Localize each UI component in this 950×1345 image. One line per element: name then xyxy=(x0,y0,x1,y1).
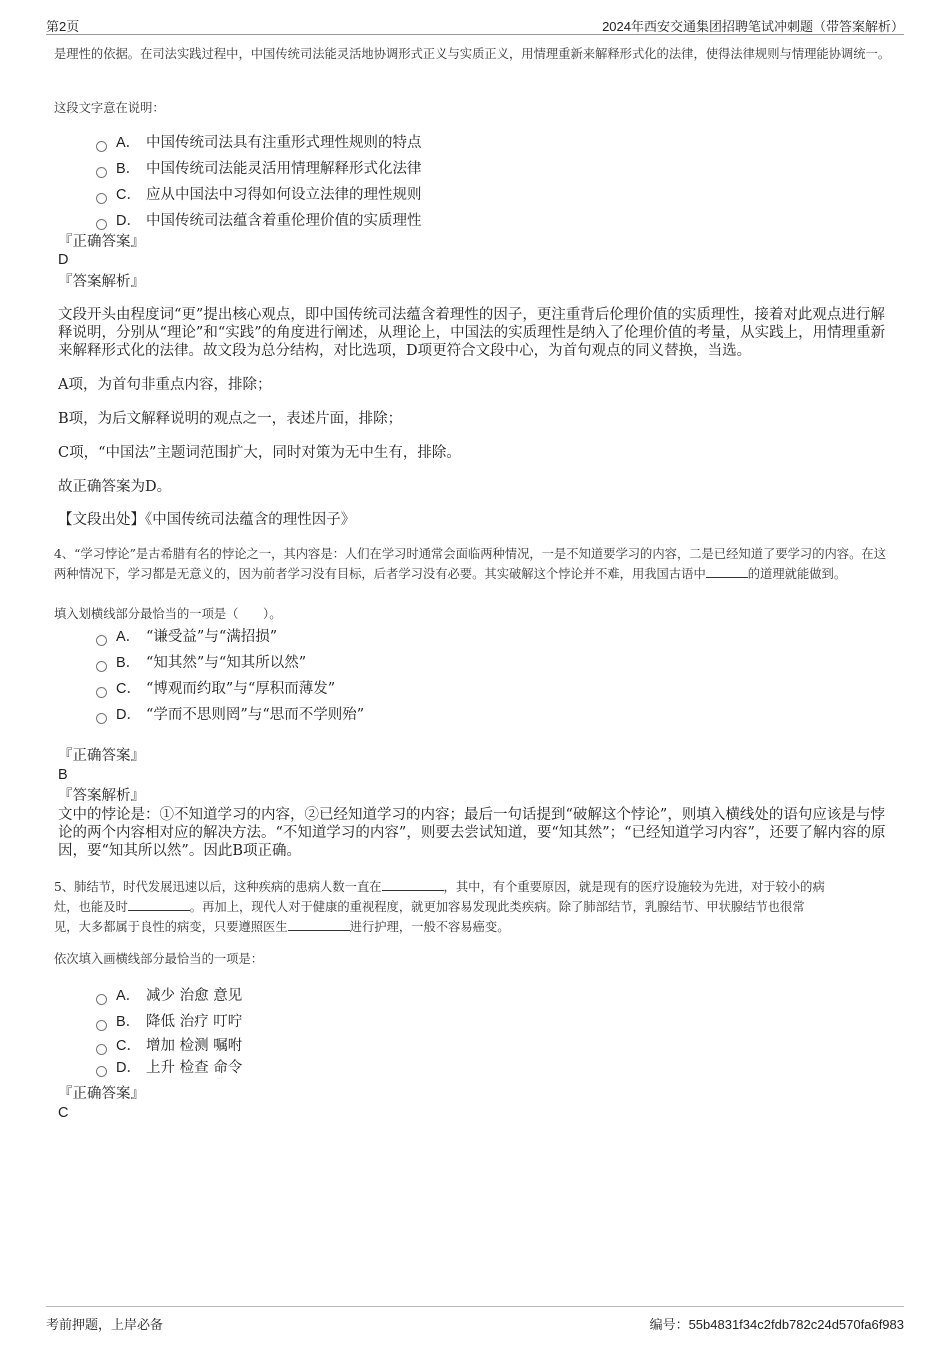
q4-answer-label: 『正确答案』 xyxy=(58,748,145,764)
q3-analysis-label: 『答案解析』 xyxy=(58,274,145,290)
q5-option-d[interactable]: D． 上升 检查 命令 xyxy=(96,1057,242,1079)
document-title: 2024年西安交通集团招聘笔试冲刺题（带答案解析） xyxy=(602,19,904,34)
q3-answer-label: 『正确答案』 xyxy=(58,234,145,250)
q4-option-a[interactable]: A． “谦受益”与“满招损” xyxy=(96,624,364,650)
fill-blank xyxy=(706,565,748,578)
q3-option-c-analysis: C项，“中国法”主题词范围扩大，同时对策为无中生有，排除。 xyxy=(58,445,461,461)
page-header xyxy=(46,12,904,35)
q5-answer: C xyxy=(58,1105,69,1121)
radio-icon[interactable] xyxy=(96,1044,107,1055)
radio-icon[interactable] xyxy=(96,141,107,152)
q3-option-a-analysis: A项，为首句非重点内容，排除； xyxy=(58,377,272,393)
q4-stem: 4、“学习悖论”是古希腊有名的悖论之一，其内容是：人们在学习时通常会面临两种情况，一是不知道要学习的内容，二是已经知道了要学习的内容。在这两种情况下，学习都是无意义的，因为前者学习没有目标，后者学习没有必要。其实破解这个悖论并不难，用我国古语中 的道理就能做到。 xyxy=(54,547,886,581)
radio-icon[interactable] xyxy=(96,994,107,1005)
q4-options xyxy=(96,624,364,728)
q4-option-b[interactable]: B． “知其然”与“知其所以然” xyxy=(96,650,364,676)
q5-prompt: 依次填入画横线部分最恰当的一项是： xyxy=(54,952,264,966)
q4-prompt: 填入划横线部分最恰当的一项是（ ）。 xyxy=(54,607,282,621)
q3-option-c[interactable]: C． 应从中国法中习得如何设立法律的理性规则 xyxy=(96,182,422,208)
radio-icon[interactable] xyxy=(96,661,107,672)
q5-option-a[interactable]: A． 减少 治愈 意见 xyxy=(96,983,242,1009)
radio-icon[interactable] xyxy=(96,1020,107,1031)
q3-answer: D xyxy=(58,252,69,268)
q5-options xyxy=(96,983,242,1079)
fill-blank xyxy=(382,878,444,891)
q5-stem-line-1: 5、肺结节，时代发展迅速以后，这种疾病的患病人数一直在 ，其中，有个重要原因，就是现有的医疗设施较为先进，对于较小的病 xyxy=(54,880,825,894)
q5-stem-line-2: 灶，也能及时 。再加上，现代人对于健康的重视程度，就更加容易发现此类疾病。除了肺部结节，乳腺结节、甲状腺结节也很常 xyxy=(54,900,805,914)
q5-answer-label: 『正确答案』 xyxy=(58,1086,145,1102)
page-footer xyxy=(46,1306,904,1331)
fill-blank xyxy=(128,898,190,911)
q5-option-b[interactable]: B． 降低 治疗 叮咛 xyxy=(96,1009,242,1035)
q3-prompt: 这段文字意在说明： xyxy=(54,101,165,115)
q3-intro: 是理性的依据。在司法实践过程中，中国传统司法能灵活地协调形式正义与实质正义，用情理重新来解释形式化的法律，使得法律规则与情理能协调统一。 xyxy=(54,47,891,61)
q3-option-a[interactable]: A． 中国传统司法具有注重形式理性规则的特点 xyxy=(96,130,422,156)
q4-option-d[interactable]: D． “学而不思则罔”与“思而不学则殆” xyxy=(96,702,364,728)
q4-analysis: 文中的悖论是：①不知道学习的内容，②已经知道学习的内容；最后一句话提到“破解这个悖论”，则填入横线处的语句应该是与悖论的两个内容相对应的解决方法。“不知道学习的内容”，则要去尝试知道，要“知其然”；“已经知道学习内容”，还要了解内容的原因，要“知其所以然”。因此B项正确。 xyxy=(58,807,886,859)
q3-option-b-analysis: B项，为后文解释说明的观点之一，表述片面，排除； xyxy=(58,411,403,427)
q4-option-c[interactable]: C． “博观而约取”与“厚积而薄发” xyxy=(96,676,364,702)
q3-conclusion: 故正确答案为D。 xyxy=(58,479,172,495)
page-number: 第2页 xyxy=(46,19,80,34)
radio-icon[interactable] xyxy=(96,219,107,230)
radio-icon[interactable] xyxy=(96,687,107,698)
radio-icon[interactable] xyxy=(96,1066,107,1077)
q3-option-d[interactable]: D． 中国传统司法蕴含着重伦理价值的实质理性 xyxy=(96,208,422,234)
radio-icon[interactable] xyxy=(96,193,107,204)
q4-answer: B xyxy=(58,767,68,783)
q5-option-c[interactable]: C． 增加 检测 嘱咐 xyxy=(96,1035,242,1057)
q3-option-b[interactable]: B． 中国传统司法能灵活用情理解释形式化法律 xyxy=(96,156,422,182)
q5-stem-line-3: 见，大多都属于良性的病变，只要遵照医生 进行护理，一般不容易癌变。 xyxy=(54,920,510,934)
q3-options xyxy=(96,130,422,234)
q3-analysis: 文段开头由程度词“更”提出核心观点，即中国传统司法蕴含着理性的因子，更注重背后伦理价值的实质理性，接着对此观点进行解释说明，分别从“理论”和“实践”的角度进行阐述，从理论上，中国法的实质理性是纳入了伦理价值的考量，从实践上，用情理重新来解释形式化的法律。故文段为总分结构，对比选项，D项更符合文段中心，为首句观点的同义替换，当选。 xyxy=(58,307,886,359)
radio-icon[interactable] xyxy=(96,635,107,646)
q4-analysis-label: 『答案解析』 xyxy=(58,788,145,804)
footer-slogan: 考前押题，上岸必备 xyxy=(46,1317,164,1332)
fill-blank xyxy=(288,918,350,931)
document-id: 编号：55b4831f34c2fdb782c24d570fa6f983 xyxy=(649,1317,904,1332)
q3-source: 【文段出处】《中国传统司法蕴含的理性因子》 xyxy=(58,512,356,528)
radio-icon[interactable] xyxy=(96,713,107,724)
radio-icon[interactable] xyxy=(96,167,107,178)
